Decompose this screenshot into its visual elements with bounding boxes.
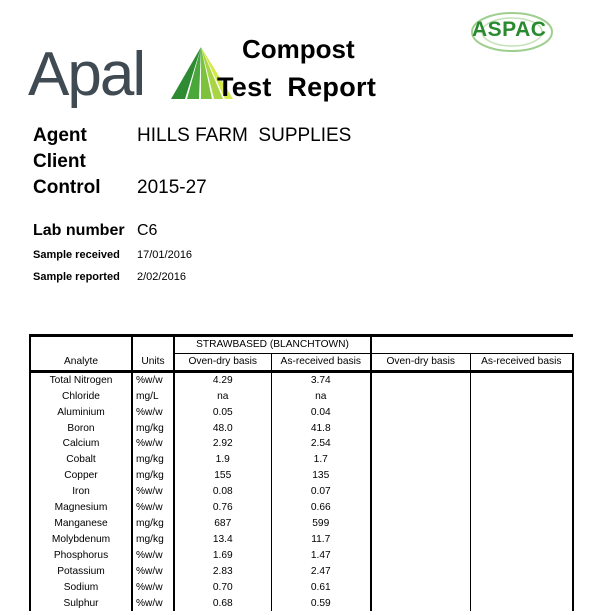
results-table [29, 334, 574, 611]
as-received-cell: 3.74 [271, 371, 371, 388]
empty-as-received-cell [470, 532, 573, 548]
agent-label: Agent [33, 125, 87, 146]
aspac-badge [468, 8, 558, 54]
units-cell: mg/kg [132, 421, 174, 437]
empty-oven-dry-cell [371, 516, 470, 532]
oven-dry-cell: na [174, 389, 271, 405]
analyte-cell: Iron [30, 484, 132, 500]
control-label: Control [33, 177, 101, 198]
as-received-cell: 599 [271, 516, 371, 532]
empty-as-received-cell [470, 405, 573, 421]
oven-dry-cell: 687 [174, 516, 271, 532]
as-received-cell: 0.61 [271, 580, 371, 596]
as-received-cell: 0.07 [271, 484, 371, 500]
empty-oven-dry-cell [371, 389, 470, 405]
analyte-cell: Boron [30, 421, 132, 437]
analyte-cell: Total Nitrogen [30, 371, 132, 388]
analyte-cell: Cobalt [30, 452, 132, 468]
logo-text: Apal [28, 40, 145, 109]
analyte-cell: Molybdenum [30, 532, 132, 548]
as-received-cell: 11.7 [271, 532, 371, 548]
empty-oven-dry-cell [371, 421, 470, 437]
group-header-strawbased: STRAWBASED (BLANCHTOWN) [174, 336, 371, 354]
col-header-oven-dry-2: Oven-dry basis [371, 353, 470, 371]
report-title-line2: Test Report [217, 72, 377, 102]
units-cell: mg/kg [132, 516, 174, 532]
apal-logo [28, 40, 208, 110]
analyte-cell: Calcium [30, 436, 132, 452]
as-received-cell: 0.04 [271, 405, 371, 421]
oven-dry-cell: 1.69 [174, 548, 271, 564]
units-cell: %w/w [132, 564, 174, 580]
report-title-line1: Compost [242, 34, 355, 64]
empty-as-received-cell [470, 500, 573, 516]
units-cell: %w/w [132, 371, 174, 388]
empty-as-received-cell [470, 389, 573, 405]
analyte-cell: Aluminium [30, 405, 132, 421]
table-row [30, 500, 573, 516]
empty-oven-dry-cell [371, 564, 470, 580]
table-group-header-row [30, 336, 573, 354]
oven-dry-cell: 2.92 [174, 436, 271, 452]
table-row [30, 436, 573, 452]
agent-value: HILLS FARM SUPPLIES [137, 125, 352, 146]
table-row [30, 468, 573, 484]
empty-as-received-cell [470, 596, 573, 612]
oven-dry-cell: 0.08 [174, 484, 271, 500]
empty-oven-dry-cell [371, 405, 470, 421]
empty-as-received-cell [470, 436, 573, 452]
as-received-cell: 1.7 [271, 452, 371, 468]
analyte-cell: Phosphorus [30, 548, 132, 564]
col-header-units: Units [132, 353, 174, 371]
empty-oven-dry-cell [371, 468, 470, 484]
table-row [30, 484, 573, 500]
analyte-cell: Copper [30, 468, 132, 484]
analyte-cell: Magnesium [30, 500, 132, 516]
col-header-oven-dry-1: Oven-dry basis [174, 353, 271, 371]
table-row [30, 596, 573, 612]
empty-oven-dry-cell [371, 596, 470, 612]
oven-dry-cell: 0.05 [174, 405, 271, 421]
units-cell: %w/w [132, 580, 174, 596]
as-received-cell: 2.54 [271, 436, 371, 452]
units-cell: %w/w [132, 405, 174, 421]
lab-number-label: Lab number [33, 222, 125, 239]
empty-as-received-cell [470, 371, 573, 388]
col-header-as-received-1: As-received basis [271, 353, 371, 371]
empty-oven-dry-cell [371, 371, 470, 388]
units-cell: %w/w [132, 596, 174, 612]
empty-as-received-cell [470, 484, 573, 500]
units-cell: %w/w [132, 484, 174, 500]
table-row [30, 421, 573, 437]
table-header-row [30, 353, 573, 371]
units-cell: mg/L [132, 389, 174, 405]
oven-dry-cell: 155 [174, 468, 271, 484]
empty-as-received-cell [470, 516, 573, 532]
oven-dry-cell: 0.76 [174, 500, 271, 516]
oven-dry-cell: 0.68 [174, 596, 271, 612]
sample-received-value: 17/01/2016 [137, 249, 193, 261]
analyte-cell: Chloride [30, 389, 132, 405]
table-row [30, 564, 573, 580]
client-label: Client [33, 151, 86, 172]
control-value: 2015-27 [137, 177, 207, 198]
aspac-text: ASPAC [472, 18, 547, 41]
empty-as-received-cell [470, 452, 573, 468]
as-received-cell: 1.47 [271, 548, 371, 564]
empty-as-received-cell [470, 468, 573, 484]
table-row [30, 532, 573, 548]
analyte-cell: Sodium [30, 580, 132, 596]
oven-dry-cell: 2.83 [174, 564, 271, 580]
analyte-cell: Manganese [30, 516, 132, 532]
empty-as-received-cell [470, 564, 573, 580]
table-row [30, 548, 573, 564]
empty-oven-dry-cell [371, 484, 470, 500]
empty-oven-dry-cell [371, 452, 470, 468]
units-cell: mg/kg [132, 532, 174, 548]
table-row [30, 371, 573, 388]
analyte-cell: Sulphur [30, 596, 132, 612]
empty-as-received-cell [470, 580, 573, 596]
oven-dry-cell: 0.70 [174, 580, 271, 596]
empty-as-received-cell [470, 421, 573, 437]
group-header-empty [371, 336, 573, 354]
as-received-cell: 135 [271, 468, 371, 484]
oven-dry-cell: 4.29 [174, 371, 271, 388]
table-row [30, 452, 573, 468]
col-header-as-received-2: As-received basis [470, 353, 573, 371]
as-received-cell: 2.47 [271, 564, 371, 580]
table-row [30, 516, 573, 532]
sample-reported-value: 2/02/2016 [137, 271, 186, 283]
units-cell: mg/kg [132, 468, 174, 484]
lab-number-value: C6 [137, 222, 158, 239]
as-received-cell: 0.66 [271, 500, 371, 516]
empty-oven-dry-cell [371, 548, 470, 564]
as-received-cell: na [271, 389, 371, 405]
units-cell: mg/kg [132, 452, 174, 468]
oven-dry-cell: 48.0 [174, 421, 271, 437]
analyte-cell: Potassium [30, 564, 132, 580]
units-cell: %w/w [132, 500, 174, 516]
table-row [30, 389, 573, 405]
empty-oven-dry-cell [371, 436, 470, 452]
table-body [30, 371, 573, 611]
sample-received-label: Sample received [33, 249, 120, 261]
col-header-analyte: Analyte [30, 353, 132, 371]
empty-as-received-cell [470, 548, 573, 564]
units-cell: %w/w [132, 436, 174, 452]
table-row [30, 405, 573, 421]
empty-oven-dry-cell [371, 500, 470, 516]
empty-oven-dry-cell [371, 580, 470, 596]
table-row [30, 580, 573, 596]
oven-dry-cell: 1.9 [174, 452, 271, 468]
as-received-cell: 41.8 [271, 421, 371, 437]
oven-dry-cell: 13.4 [174, 532, 271, 548]
units-cell: %w/w [132, 548, 174, 564]
as-received-cell: 0.59 [271, 596, 371, 612]
empty-oven-dry-cell [371, 532, 470, 548]
sample-reported-label: Sample reported [33, 271, 120, 283]
